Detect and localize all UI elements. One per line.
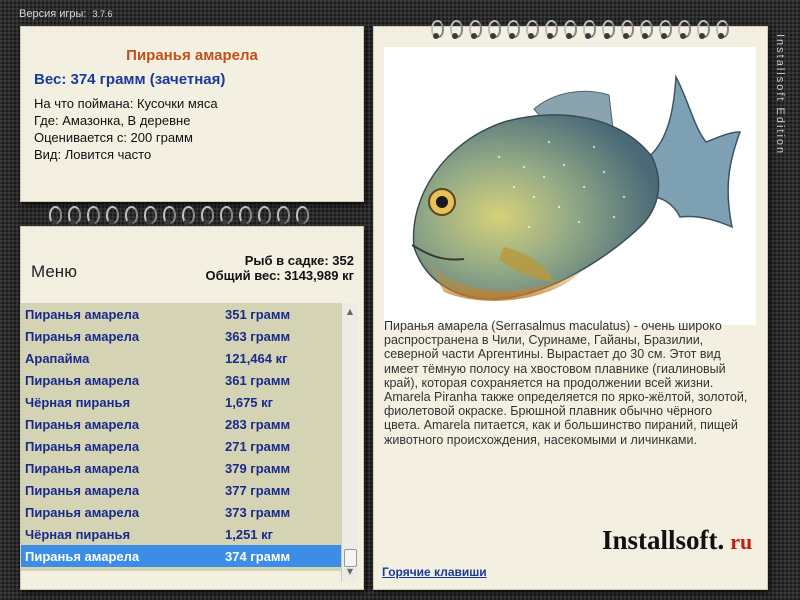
caught-on-text: На что поймана: Кусочки мяса: [34, 96, 218, 111]
catch-item-name: Пиранья амарела: [25, 328, 140, 344]
catch-item-weight: 361 грамм: [225, 372, 291, 388]
version-number: 3.7.6: [92, 9, 113, 19]
catch-item-weight: 271 грамм: [225, 438, 291, 454]
catch-item-weight: 1,675 кг: [225, 394, 274, 410]
spiral-binding-right: [430, 20, 734, 40]
fish-count: Рыб в садке: 352: [244, 253, 354, 268]
total-weight: Общий вес: 3143,989 кг: [205, 268, 354, 283]
catch-item-name: Пиранья амарела: [25, 306, 140, 322]
location-text: Где: Амазонка, В деревне: [34, 113, 191, 128]
version-label: Версия игры:: [19, 8, 87, 20]
catch-item-name: Пиранья амарела: [25, 504, 140, 520]
catch-item-weight: 363 грамм: [225, 328, 291, 344]
catch-list-item[interactable]: [21, 325, 341, 347]
catch-fish-name: Пиранья амарела: [126, 47, 258, 64]
fish-description: Пиранья амарела (Serrasalmus maculatus) - очень широко распространена в Чили, Суринаме, Гайаны, Бразилии, северной части Аргентины. Вырастает до 30 см. Этот вид имеет тёмную полосу на хвостовом плавнике (гиалиновый край), которая сохраняется на продолжении всей жизни. Amarela Piranha также определяется по ярко-жёлтой, золотой, фиолетовой окраске. Брюшной плавник обычно чёрного цвета. Amarela питается, как и большинство пираний, пищей животного происхождения, насекомыми и личинками.: [384, 319, 748, 447]
catch-weight: Вес: 374 грамм (зачетная): [34, 71, 226, 88]
catch-item-weight: 373 грамм: [225, 504, 291, 520]
catch-item-name: Арапайма: [25, 350, 90, 366]
catch-list-item[interactable]: [21, 369, 341, 391]
list-scrollbar[interactable]: [341, 303, 358, 581]
hotkeys-link[interactable]: Горячие клавиши: [382, 565, 487, 579]
catch-list-item[interactable]: [21, 479, 341, 501]
menu-button[interactable]: Меню: [31, 262, 77, 281]
catch-list-item[interactable]: [21, 545, 341, 567]
fish-info-card: [373, 26, 768, 590]
catch-item-weight: 379 грамм: [225, 460, 291, 476]
kind-text: Вид: Ловится часто: [34, 147, 152, 162]
catch-item-weight: 377 грамм: [225, 482, 291, 498]
catch-item-name: Пиранья амарела: [25, 482, 140, 498]
catch-item-name: Пиранья амарела: [25, 438, 140, 454]
scroll-up-icon[interactable]: ▲: [346, 307, 354, 316]
catch-details: [34, 95, 218, 163]
catch-item-name: Пиранья амарела: [25, 460, 140, 476]
catch-list[interactable]: [21, 303, 341, 571]
side-brand-text: Installsoft Edition: [774, 34, 786, 156]
game-version: [19, 8, 113, 20]
catch-list-item[interactable]: [21, 347, 341, 369]
scroll-down-icon[interactable]: ▼: [346, 567, 354, 576]
valued-from-text: Оценивается с: 200 грамм: [34, 130, 193, 145]
catch-item-weight: 121,464 кг: [225, 350, 288, 366]
catch-item-weight: 283 грамм: [225, 416, 291, 432]
catch-item-name: Пиранья амарела: [25, 372, 140, 388]
installsoft-logo: Installsoft. ru: [602, 525, 753, 555]
catch-item-name: Пиранья амарела: [25, 416, 140, 432]
catch-list-item[interactable]: [21, 457, 341, 479]
catch-item-weight: 1,251 кг: [225, 526, 274, 542]
catch-list-item[interactable]: [21, 391, 341, 413]
catch-list-item[interactable]: [21, 523, 341, 545]
keepnet-card: [20, 226, 364, 590]
catch-item-name: Пиранья амарела: [25, 548, 140, 564]
catch-item-name: Чёрная пиранья: [25, 526, 131, 542]
catch-item-weight: 351 грамм: [225, 306, 291, 322]
catch-item-name: Чёрная пиранья: [25, 394, 131, 410]
catch-item-weight: 374 грамм: [225, 548, 291, 564]
catch-list-item[interactable]: [21, 501, 341, 523]
fish-image: [384, 47, 756, 325]
catch-list-item[interactable]: [21, 435, 341, 457]
catch-info-card: [20, 26, 364, 202]
keepnet-stats: [205, 253, 354, 283]
spiral-binding-left: [48, 206, 314, 226]
catch-list-item[interactable]: [21, 303, 341, 325]
catch-list-item[interactable]: [21, 413, 341, 435]
